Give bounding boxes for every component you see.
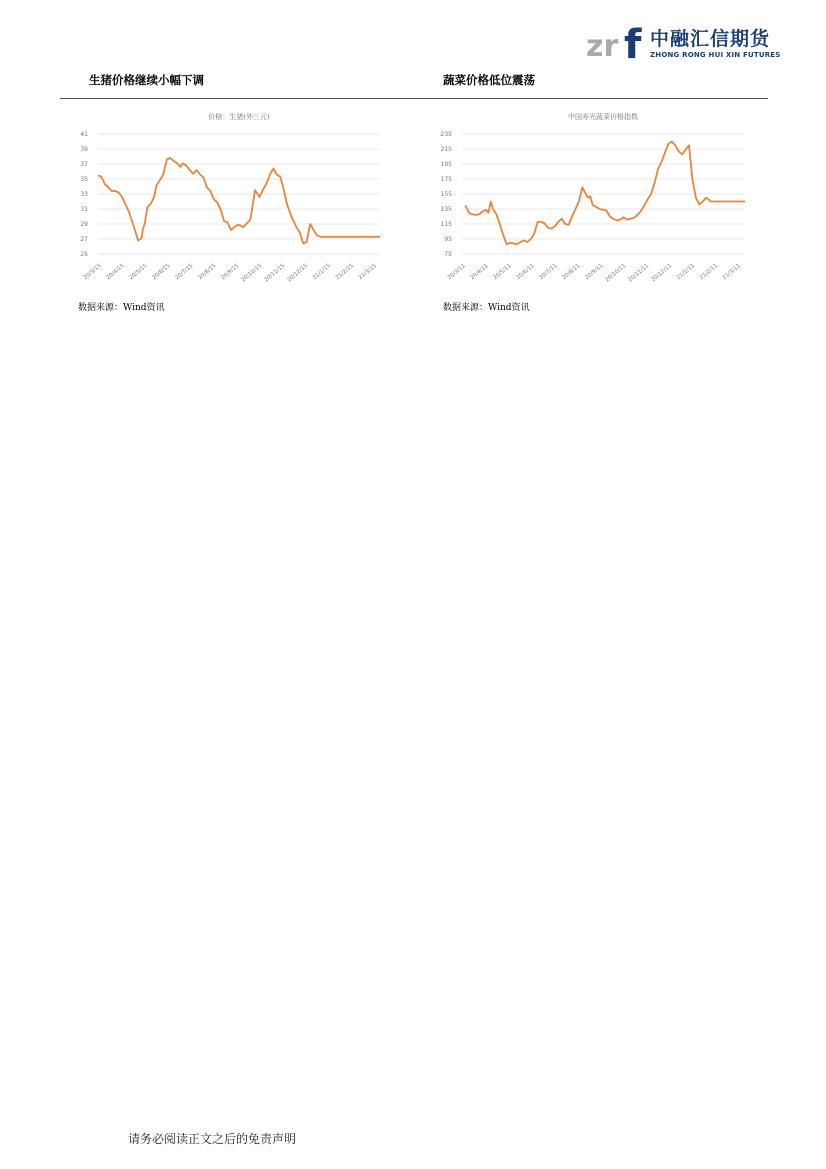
x-tick-label: 20/9/15 bbox=[220, 262, 241, 282]
right-divider bbox=[413, 98, 768, 99]
y-tick-label: 25 bbox=[80, 251, 88, 258]
x-tick-label: 20/10/15 bbox=[240, 262, 264, 284]
x-tick-label: 20/5/11 bbox=[492, 262, 513, 282]
y-tick-label: 195 bbox=[440, 161, 452, 168]
hog-price-chart-svg bbox=[66, 106, 396, 291]
y-tick-label: 155 bbox=[440, 191, 452, 198]
y-tick-label: 235 bbox=[440, 131, 452, 138]
y-tick-label: 115 bbox=[440, 221, 452, 228]
x-tick-label: 21/2/15 bbox=[334, 262, 355, 282]
y-tick-label: 27 bbox=[80, 236, 88, 243]
x-tick-label: 20/7/15 bbox=[174, 262, 195, 282]
chart-title: 价格：生猪(外三元) bbox=[208, 113, 270, 121]
left-divider bbox=[60, 98, 413, 99]
svg-text:zr: zr bbox=[586, 29, 619, 62]
left-data-source: 数据来源：Wind资讯 bbox=[78, 303, 165, 313]
x-tick-label: 20/3/15 bbox=[82, 262, 103, 282]
svg-text:f: f bbox=[624, 22, 642, 62]
y-tick-label: 95 bbox=[444, 236, 452, 243]
x-tick-label: 20/8/15 bbox=[197, 262, 218, 282]
vegetable-index-chart bbox=[430, 106, 760, 291]
right-section-title: 蔬菜价格低位震荡 bbox=[443, 73, 535, 87]
left-section-title: 生猪价格继续小幅下调 bbox=[89, 73, 204, 87]
x-tick-label: 21/3/11 bbox=[721, 262, 742, 282]
vegetable-index-chart-svg bbox=[430, 106, 760, 291]
y-tick-label: 37 bbox=[80, 161, 88, 168]
zrf-logo-mark-icon bbox=[586, 20, 648, 62]
company-name-cn: 中融汇信期货 bbox=[650, 28, 771, 50]
y-tick-label: 175 bbox=[440, 176, 452, 183]
x-tick-label: 20/8/11 bbox=[561, 262, 582, 282]
company-logo bbox=[586, 20, 781, 62]
x-tick-label: 21/1/11 bbox=[675, 262, 696, 282]
x-tick-label: 21/3/15 bbox=[357, 262, 378, 282]
y-tick-label: 33 bbox=[80, 191, 88, 198]
y-tick-label: 31 bbox=[80, 206, 88, 213]
x-tick-label: 20/7/11 bbox=[538, 262, 559, 282]
x-tick-label: 20/10/11 bbox=[604, 262, 628, 284]
y-tick-label: 41 bbox=[80, 131, 88, 138]
series-line bbox=[98, 158, 380, 244]
x-tick-label: 21/2/11 bbox=[698, 262, 719, 282]
right-data-source: 数据来源：Wind资讯 bbox=[443, 303, 530, 313]
x-tick-label: 20/11/11 bbox=[627, 262, 651, 284]
x-tick-label: 20/3/11 bbox=[446, 262, 467, 282]
y-tick-label: 215 bbox=[440, 146, 452, 153]
y-tick-label: 29 bbox=[80, 221, 88, 228]
y-tick-label: 39 bbox=[80, 146, 88, 153]
x-tick-label: 20/5/15 bbox=[128, 262, 149, 282]
company-name-en: ZHONG RONG HUI XIN FUTURES bbox=[650, 51, 781, 59]
x-tick-label: 20/12/11 bbox=[650, 262, 674, 284]
x-tick-label: 20/9/11 bbox=[584, 262, 605, 282]
x-tick-label: 20/6/11 bbox=[515, 262, 536, 282]
x-tick-label: 20/6/15 bbox=[151, 262, 172, 282]
x-tick-label: 20/4/11 bbox=[469, 262, 490, 282]
y-tick-label: 75 bbox=[444, 251, 452, 258]
disclaimer-note: 请务必阅读正文之后的免责声明 bbox=[128, 1132, 297, 1146]
x-tick-label: 20/4/15 bbox=[105, 262, 126, 282]
x-tick-label: 20/12/15 bbox=[286, 262, 310, 284]
chart-title: 中国寿光蔬菜价格指数 bbox=[568, 113, 638, 121]
x-tick-label: 20/11/15 bbox=[263, 262, 287, 284]
y-tick-label: 35 bbox=[80, 176, 88, 183]
series-line bbox=[465, 142, 745, 245]
x-tick-label: 21/1/15 bbox=[311, 262, 332, 282]
y-tick-label: 135 bbox=[440, 206, 452, 213]
hog-price-chart bbox=[66, 106, 396, 291]
